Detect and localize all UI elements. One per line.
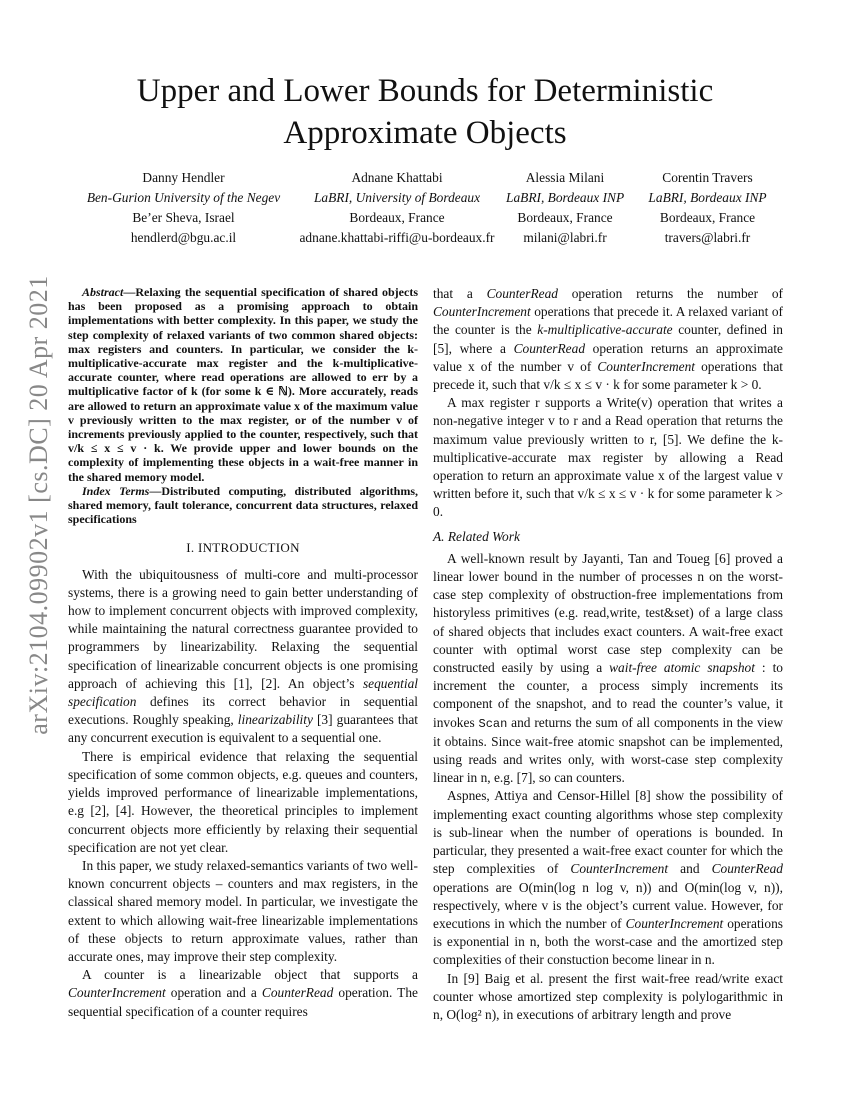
author-email: adnane.khattabi-riffi@u-bordeaux.fr bbox=[299, 230, 495, 245]
index-terms-text: —Distributed computing, distributed algorithms, shared memory, fault tolerance, concurrent data structures, relaxed specifications bbox=[68, 483, 418, 527]
index-terms-label: Index Terms bbox=[82, 483, 150, 498]
subsection-heading: A. Related Work bbox=[433, 528, 520, 544]
author-affiliation: LaBRI, Bordeaux INP bbox=[506, 190, 625, 205]
author-email: hendlerd@bgu.ac.il bbox=[130, 230, 237, 245]
max-register-paragraph: A max register r supports a Write(v) operation that writes a non-negative integer v to r and a Read operation that returns the maximum value previously written to r, [5]. We define the k-multiplicative-accurate max register by allowing a Read operation to return an approximate value x of the largest value v written before it, such that v/k ≤ x ≤ v · k for some parameter k > 0. bbox=[433, 395, 783, 520]
arxiv-stamp bbox=[14, 275, 64, 735]
author-4 bbox=[640, 168, 775, 248]
intro-paragraph-1: With the ubiquitousness of multi-core and multi-processor systems, there is a growing need to gain better understanding of how to implement concurrent objects with improved complexity, while maintaining the natural correctness guarantee provided to programmers by linearizability. Relaxing the sequential specification of linearizable concurrent objects is one promising approach of achieving this [1], [2]. An object’s sequential specification defines its correct behavior in sequential executions. Roughly speaking, linearizability [3] guarantees that any concurrent execution is equivalent to a sequential one. bbox=[68, 566, 418, 746]
related-work-paragraph-3: In [9] Baig et al. present the first wait-free read/write exact counter whose amortized step complexity is polylogarithmic in n, O(log² n), in executions of arbitrary length and prove bbox=[433, 970, 783, 1022]
author-name: Adnane Khattabi bbox=[351, 170, 443, 185]
counter-paragraph: that a CounterRead operation returns the number of CounterIncrement operations that precede it. A relaxed variant of the counter is the k-multiplicative-accurate counter, defined in [5], where a CounterRead operation returns an approximate value x of the number v of CounterIncrement operations that precede it, such that v/k ≤ x ≤ v · k for some parameter k > 0. bbox=[433, 286, 783, 393]
author-city: Be’er Sheva, Israel bbox=[132, 210, 235, 225]
abstract bbox=[68, 285, 418, 484]
author-email: travers@labri.fr bbox=[664, 230, 751, 245]
intro-paragraph-2: There is empirical evidence that relaxing the sequential specification of some common objects, e.g. queues and counters, yields improved performance of linearizable implementations, e.g [2], [4]. However, the theoretical principles to implement concurrent objects more efficiently by relaxing their sequential specification are not yet clear. bbox=[68, 748, 418, 855]
author-city: Bordeaux, France bbox=[349, 210, 445, 225]
paper-title: Upper and Lower Bounds for Deterministic Approximate Objects bbox=[136, 73, 714, 151]
intro-paragraph-3: In this paper, we study relaxed-semantics variants of two well-known concurrent objects – counters and max registers, in the classical shared memory model. In particular, we investigate the extent to which allowing wait-free linearizable implementations of these objects to return approximate values, rather than accurate ones, may improve their step complexity. bbox=[68, 857, 418, 964]
related-work-paragraph-2: Aspnes, Attiya and Censor-Hillel [8] show the possibility of implementing exact counting algorithms whose step complexity is sub-linear when the number of operations is bounded. In particular, they presented a wait-free exact counter for which the step complexities of CounterIncrement and CounterRead operations are O(min(log n log v, n)) and O(min(log v, n)), respectively, where v is the object’s current value. However, for executions in which the number of CounterIncrement operations is exponential in n, both the worst-case and the amortized step complexities of their constuction become linear in n. bbox=[433, 788, 783, 968]
intro-paragraph-4: A counter is a linearizable object that supports a CounterIncrement operation and a CounterRead operation. The sequential specification of a counter requires bbox=[68, 967, 418, 1019]
author-city: Bordeaux, France bbox=[659, 210, 756, 225]
author-name: Corentin Travers bbox=[662, 170, 753, 185]
author-affiliation: LaBRI, Bordeaux INP bbox=[648, 190, 767, 205]
author-city: Bordeaux, France bbox=[517, 210, 613, 225]
author-name: Danny Hendler bbox=[142, 170, 225, 185]
author-affiliation: Ben-Gurion University of the Negev bbox=[86, 190, 281, 205]
abstract-text: —Relaxing the sequential specification of shared objects has been proposed as a promising approach to obtain implementations with better complexity. In this paper, we study the step complexity of relaxed variants of two common shared objects: max registers and counters. In particular, we consider the k-multiplicative-accurate max register and the k-multiplicative-accurate counter, where read operations are allowed to err by a multiplicative factor of k (for some k ∈ ℕ). More accurately, reads are allowed to return an approximate value x of the maximum value v previously written to the max register, or of the number v of increments previously applied to the counter, respectively, such that v/k ≤ x ≤ v · k. We provide upper and lower bounds on the complexity of implementing these objects in a wait-free manner in the shared memory model. bbox=[68, 285, 418, 484]
author-2 bbox=[292, 168, 502, 248]
author-name: Alessia Milani bbox=[525, 170, 605, 185]
author-affiliation: LaBRI, University of Bordeaux bbox=[313, 190, 481, 205]
right-column bbox=[433, 285, 783, 1024]
index-terms bbox=[68, 484, 418, 527]
author-email: milani@labri.fr bbox=[523, 230, 607, 245]
author-3 bbox=[506, 168, 624, 248]
left-column bbox=[68, 285, 418, 1021]
related-work-paragraph-1: A well-known result by Jayanti, Tan and Toueg [6] proved a linear lower bound in the number of processes n on the worst-case step complexity of obstruction-free implementations from historyless primitives (e.g. read,write, test&set) of a large class of shared objects that includes exact counters. A wait-free exact counter with optimal worst case step complexity can be constructed easily by using a wait-free atomic snapshot : to increment the counter, a process simply increments its component of the snapshot, and to read the counter’s value, it invokes Scan and returns the sum of all components in the view it obtains. Since wait-free atomic snapshot can be implemented, using reads and writes only, with worst-case step complexity linear in n, e.g. [7], so can counters. bbox=[433, 550, 784, 786]
abstract-label: Abstract bbox=[82, 285, 124, 299]
author-1 bbox=[76, 168, 291, 248]
section-heading: I. INTRODUCTION bbox=[186, 540, 300, 556]
arxiv-id: arXiv:2104.09902v1 [cs.DC] 20 Apr 2021 bbox=[24, 275, 53, 735]
